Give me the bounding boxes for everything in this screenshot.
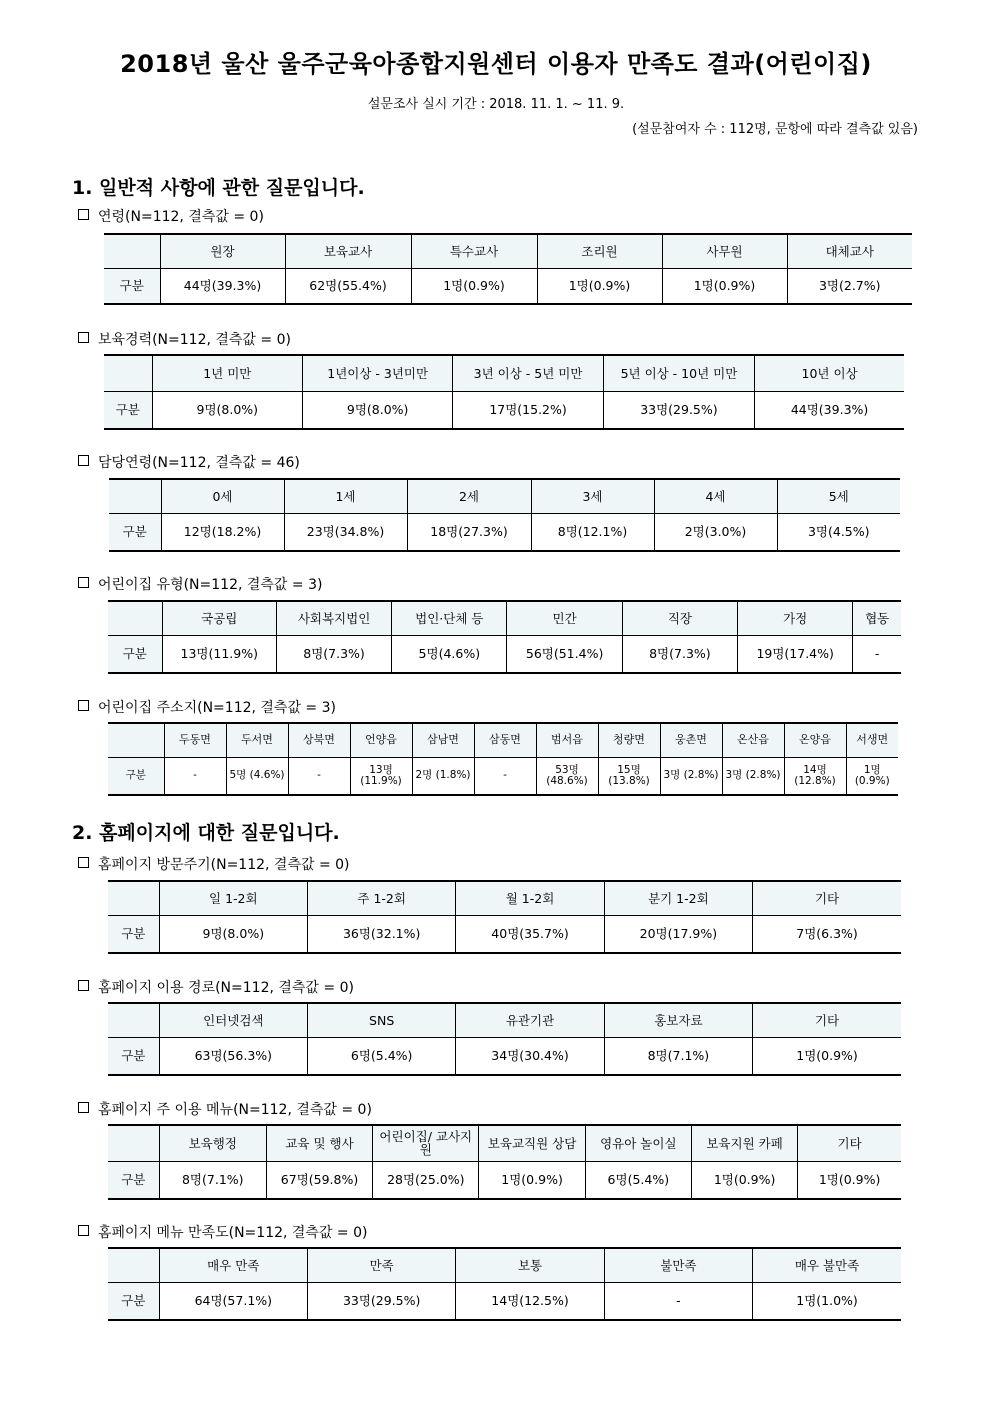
value-cell: 53명 (48.6%) xyxy=(536,757,598,795)
header-cell: 두동면 xyxy=(164,723,226,757)
table-header-row xyxy=(108,723,898,757)
header-cell: 서생면 xyxy=(846,723,898,757)
value-cell: 8명(12.1%) xyxy=(531,513,654,551)
value-cell: 1명(0.9%) xyxy=(537,268,662,304)
table-row xyxy=(109,513,900,551)
header-cell: 언양읍 xyxy=(350,723,412,757)
corner-cell xyxy=(108,601,162,635)
value-cell: 13명(11.9%) xyxy=(162,635,276,673)
question-title: 홈페이지 이용 경로(N=112, 결측값 = 0) xyxy=(98,980,354,996)
value-cell: 36명(32.1%) xyxy=(307,915,455,953)
value-cell: 33명(29.5%) xyxy=(603,391,754,429)
header-cell: 1세 xyxy=(284,479,407,513)
route-table xyxy=(108,1002,901,1076)
header-cell: 1년 미만 xyxy=(152,355,302,391)
header-cell: 민간 xyxy=(507,601,622,635)
header-cell: 기타 xyxy=(753,1003,901,1037)
value-cell: 13명 (11.9%) xyxy=(350,757,412,795)
table-row xyxy=(108,757,898,795)
table-header-row xyxy=(108,601,901,635)
row-label: 구분 xyxy=(109,513,161,551)
header-cell: 보육지원 카페 xyxy=(691,1125,797,1161)
header-cell: 일 1-2회 xyxy=(159,881,307,915)
corner-cell xyxy=(108,1003,159,1037)
question-satisfaction xyxy=(78,1222,367,1242)
checkbox-square-icon xyxy=(78,1225,89,1236)
header-cell: 0세 xyxy=(161,479,284,513)
value-cell: 1명(1.0%) xyxy=(753,1282,901,1320)
table-header-row xyxy=(108,881,901,915)
table-row xyxy=(104,391,904,429)
header-cell: 범서읍 xyxy=(536,723,598,757)
value-cell: 3명(2.7%) xyxy=(787,268,912,304)
value-cell: 64명(57.1%) xyxy=(159,1282,307,1320)
row-label: 구분 xyxy=(108,1282,159,1320)
question-visit xyxy=(78,854,350,874)
value-cell: 14명 (12.8%) xyxy=(784,757,846,795)
header-cell: 국공립 xyxy=(162,601,276,635)
header-cell: 사무원 xyxy=(662,234,787,268)
header-cell: 4세 xyxy=(654,479,777,513)
header-cell: 매우 만족 xyxy=(159,1248,307,1282)
section-heading-homepage: 2. 홈페이지에 대한 질문입니다. xyxy=(72,822,340,844)
header-cell: 웅촌면 xyxy=(660,723,722,757)
value-cell: - xyxy=(474,757,536,795)
value-cell: 9명(8.0%) xyxy=(159,915,307,953)
value-cell: 8명(7.3%) xyxy=(622,635,737,673)
header-cell: 협동 xyxy=(853,601,901,635)
value-cell: 3명 (2.8%) xyxy=(722,757,784,795)
corner-cell xyxy=(108,723,164,757)
header-cell: 기타 xyxy=(753,881,901,915)
header-cell: 온산읍 xyxy=(722,723,784,757)
header-cell: 분기 1-2회 xyxy=(604,881,752,915)
header-cell: 5세 xyxy=(777,479,900,513)
value-cell: 7명(6.3%) xyxy=(753,915,901,953)
corner-cell xyxy=(108,1248,159,1282)
header-cell: 보육행정 xyxy=(159,1125,266,1161)
value-cell: 1명(0.9%) xyxy=(691,1161,797,1199)
value-cell: 5명(4.6%) xyxy=(392,635,507,673)
header-cell: 보육교사 xyxy=(285,234,411,268)
corner-cell xyxy=(109,479,161,513)
header-cell: 삼남면 xyxy=(412,723,474,757)
satisfaction-table xyxy=(108,1247,901,1321)
value-cell: 67명(59.8%) xyxy=(266,1161,372,1199)
value-cell: 18명(27.3%) xyxy=(407,513,531,551)
header-cell: 법인·단체 등 xyxy=(392,601,507,635)
question-title: 홈페이지 메뉴 만족도(N=112, 결측값 = 0) xyxy=(98,1225,368,1241)
header-cell: 영유아 놀이실 xyxy=(585,1125,691,1161)
question-title: 어린이집 유형(N=112, 결측값 = 3) xyxy=(98,577,323,593)
value-cell: 56명(51.4%) xyxy=(507,635,622,673)
question-age xyxy=(78,206,264,226)
table-header-row xyxy=(104,355,904,391)
checkbox-square-icon xyxy=(78,1102,89,1113)
checkbox-square-icon xyxy=(78,700,89,711)
header-cell: 5년 이상 - 10년 미만 xyxy=(603,355,754,391)
value-cell: 6명(5.4%) xyxy=(307,1037,455,1075)
value-cell: 5명 (4.6%) xyxy=(226,757,288,795)
menu-table xyxy=(108,1124,901,1200)
value-cell: 23명(34.8%) xyxy=(284,513,407,551)
value-cell: 63명(56.3%) xyxy=(159,1037,307,1075)
header-cell: 삼동면 xyxy=(474,723,536,757)
row-label: 구분 xyxy=(108,757,164,795)
header-cell: 어린이집/ 교사지원 xyxy=(373,1125,479,1161)
value-cell: 34명(30.4%) xyxy=(456,1037,604,1075)
value-cell: 20명(17.9%) xyxy=(604,915,752,953)
value-cell: 40명(35.7%) xyxy=(456,915,604,953)
header-cell: 특수교사 xyxy=(411,234,537,268)
value-cell: 44명(39.3%) xyxy=(160,268,285,304)
age-table xyxy=(104,233,912,305)
header-cell: 기타 xyxy=(798,1125,901,1161)
row-label: 구분 xyxy=(108,635,162,673)
header-cell: 사회복지법인 xyxy=(276,601,391,635)
value-cell: 1명 (0.9%) xyxy=(846,757,898,795)
checkbox-square-icon xyxy=(78,332,89,343)
question-type xyxy=(78,574,322,594)
value-cell: - xyxy=(853,635,901,673)
question-route xyxy=(78,977,354,997)
checkbox-square-icon xyxy=(78,577,89,588)
header-cell: 상북면 xyxy=(288,723,350,757)
header-cell: 유관기관 xyxy=(456,1003,604,1037)
table-header-row xyxy=(109,479,900,513)
value-cell: - xyxy=(164,757,226,795)
row-label: 구분 xyxy=(104,391,152,429)
career-table xyxy=(104,354,904,430)
page-title: 2018년 울산 울주군육아종합지원센터 이용자 만족도 결과(어린이집) xyxy=(120,50,872,78)
table-header-row xyxy=(108,1125,901,1161)
table-header-row xyxy=(104,234,912,268)
header-cell: 만족 xyxy=(307,1248,455,1282)
value-cell: 2명(3.0%) xyxy=(654,513,777,551)
header-cell: 직장 xyxy=(622,601,737,635)
table-row xyxy=(104,268,912,304)
header-cell: SNS xyxy=(307,1003,455,1037)
corner-cell xyxy=(104,234,160,268)
value-cell: 6명(5.4%) xyxy=(585,1161,691,1199)
checkbox-square-icon xyxy=(78,980,89,991)
row-label: 구분 xyxy=(108,915,159,953)
section-heading-general: 1. 일반적 사항에 관한 질문입니다. xyxy=(72,177,365,199)
value-cell: 17명(15.2%) xyxy=(453,391,603,429)
header-cell: 두서면 xyxy=(226,723,288,757)
header-cell: 주 1-2회 xyxy=(307,881,455,915)
header-cell: 인터넷검색 xyxy=(159,1003,307,1037)
header-cell: 청량면 xyxy=(598,723,660,757)
row-label: 구분 xyxy=(108,1161,159,1199)
type-table xyxy=(108,600,901,674)
row-label: 구분 xyxy=(104,268,160,304)
question-menu xyxy=(78,1099,372,1119)
question-class-age xyxy=(78,452,300,472)
header-cell: 월 1-2회 xyxy=(456,881,604,915)
question-title: 보육경력(N=112, 결측값 = 0) xyxy=(98,332,291,348)
question-title: 담당연령(N=112, 결측값 = 46) xyxy=(98,455,300,471)
value-cell: 8명(7.1%) xyxy=(604,1037,752,1075)
value-cell: 3명(4.5%) xyxy=(777,513,900,551)
value-cell: 28명(25.0%) xyxy=(373,1161,479,1199)
value-cell: 33명(29.5%) xyxy=(307,1282,455,1320)
header-cell: 보통 xyxy=(456,1248,604,1282)
survey-period: 설문조사 실시 기간 : 2018. 11. 1. ~ 11. 9. xyxy=(367,97,625,112)
value-cell: 19명(17.4%) xyxy=(738,635,853,673)
question-location xyxy=(78,697,336,717)
table-row xyxy=(108,1037,901,1075)
header-cell: 온양읍 xyxy=(784,723,846,757)
value-cell: 1명(0.9%) xyxy=(662,268,787,304)
table-row xyxy=(108,915,901,953)
value-cell: 1명(0.9%) xyxy=(798,1161,901,1199)
value-cell: 44명(39.3%) xyxy=(755,391,904,429)
value-cell: 1명(0.9%) xyxy=(753,1037,901,1075)
row-label: 구분 xyxy=(108,1037,159,1075)
checkbox-square-icon xyxy=(78,455,89,466)
value-cell: 12명(18.2%) xyxy=(161,513,284,551)
table-header-row xyxy=(108,1003,901,1037)
question-title: 어린이집 주소지(N=112, 결측값 = 3) xyxy=(98,700,336,716)
location-table xyxy=(108,722,898,796)
corner-cell xyxy=(108,881,159,915)
header-cell: 3년 이상 - 5년 미만 xyxy=(453,355,603,391)
checkbox-square-icon xyxy=(78,209,89,220)
visit-table xyxy=(108,880,901,954)
corner-cell xyxy=(104,355,152,391)
value-cell: 8명(7.3%) xyxy=(276,635,391,673)
header-cell: 대체교사 xyxy=(787,234,912,268)
value-cell: 1명(0.9%) xyxy=(479,1161,585,1199)
table-header-row xyxy=(108,1248,901,1282)
value-cell: - xyxy=(288,757,350,795)
header-cell: 불만족 xyxy=(604,1248,752,1282)
table-row xyxy=(108,1282,901,1320)
participants-note: (설문참여자 수 : 112명, 문항에 따라 결측값 있음) xyxy=(632,122,918,137)
class-age-table xyxy=(109,478,900,552)
value-cell: 2명 (1.8%) xyxy=(412,757,474,795)
question-title: 연령(N=112, 결측값 = 0) xyxy=(98,209,264,225)
header-cell: 10년 이상 xyxy=(755,355,904,391)
header-cell: 매우 불만족 xyxy=(753,1248,901,1282)
question-title: 홈페이지 방문주기(N=112, 결측값 = 0) xyxy=(98,857,350,873)
table-row xyxy=(108,1161,901,1199)
header-cell: 가정 xyxy=(738,601,853,635)
table-row xyxy=(108,635,901,673)
corner-cell xyxy=(108,1125,159,1161)
value-cell: - xyxy=(604,1282,752,1320)
value-cell: 62명(55.4%) xyxy=(285,268,411,304)
header-cell: 2세 xyxy=(407,479,531,513)
value-cell: 9명(8.0%) xyxy=(302,391,452,429)
value-cell: 9명(8.0%) xyxy=(152,391,302,429)
header-cell: 3세 xyxy=(531,479,654,513)
value-cell: 3명 (2.8%) xyxy=(660,757,722,795)
header-cell: 홍보자료 xyxy=(604,1003,752,1037)
header-cell: 조리원 xyxy=(537,234,662,268)
question-career xyxy=(78,329,291,349)
checkbox-square-icon xyxy=(78,857,89,868)
value-cell: 1명(0.9%) xyxy=(411,268,537,304)
header-cell: 교육 및 행사 xyxy=(266,1125,372,1161)
header-cell: 원장 xyxy=(160,234,285,268)
value-cell: 8명(7.1%) xyxy=(159,1161,266,1199)
question-title: 홈페이지 주 이용 메뉴(N=112, 결측값 = 0) xyxy=(98,1102,372,1118)
header-cell: 보육교직원 상담 xyxy=(479,1125,585,1161)
value-cell: 14명(12.5%) xyxy=(456,1282,604,1320)
value-cell: 15명 (13.8%) xyxy=(598,757,660,795)
header-cell: 1년이상 - 3년미만 xyxy=(302,355,452,391)
